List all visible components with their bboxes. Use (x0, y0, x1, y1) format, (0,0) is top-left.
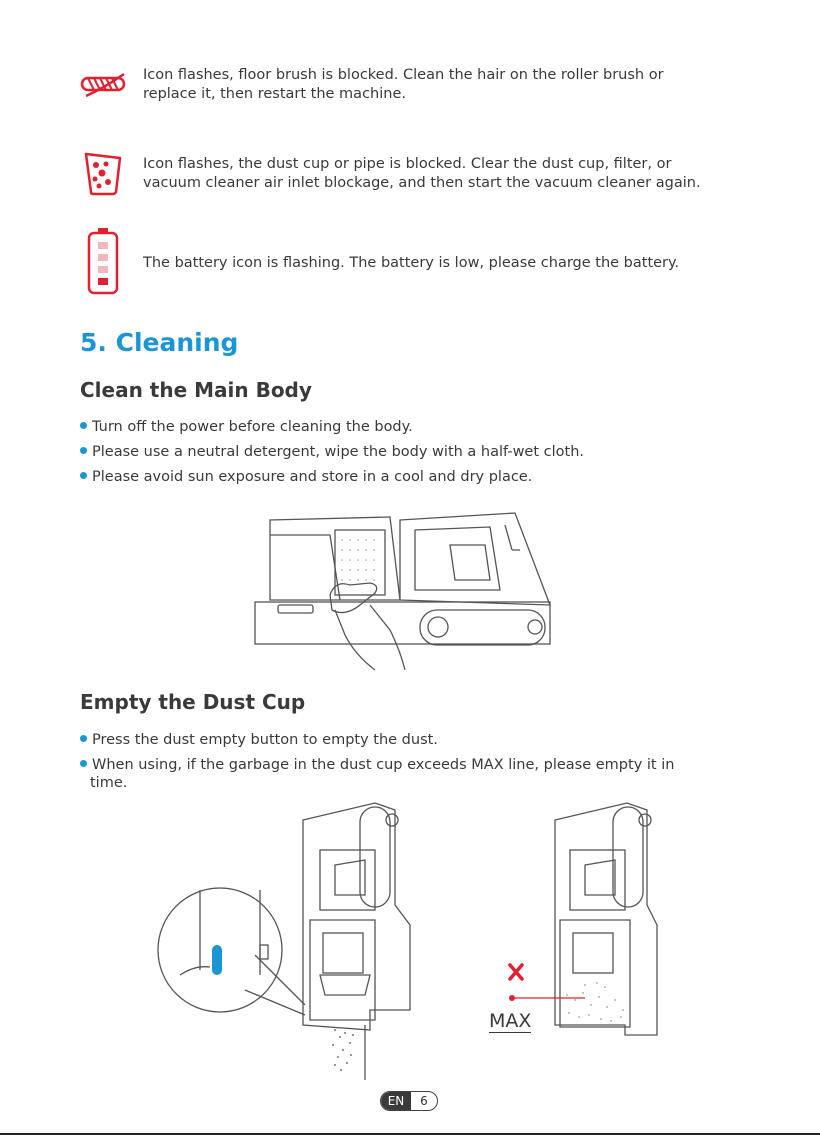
page-number: 6 (420, 1094, 428, 1108)
max-label: MAX (489, 1010, 532, 1032)
dust-cup-icon (82, 148, 124, 196)
status-text-cup-2: vacuum cleaner air inlet blockage, and then start the vacuum cleaner again. (143, 175, 701, 191)
dust-cup-bullet-1: Press the dust empty button to empty the dust. (92, 732, 438, 748)
status-text-brush-2: replace it, then restart the machine. (143, 86, 406, 102)
main-body-bullet-2: Please use a neutral detergent, wipe the body with a half-wet cloth. (92, 444, 585, 460)
dust-cup-heading: Empty the Dust Cup (80, 690, 306, 714)
main-body-bullet-3: Please avoid sun exposure and store in a cool and dry place. (92, 469, 533, 485)
empty-cup-illustration (155, 795, 415, 1080)
bullet-dot (80, 472, 87, 479)
bullet-dot (80, 422, 87, 429)
status-text-brush-1: Icon flashes, floor brush is blocked. Clean the hair on the roller brush or (143, 67, 664, 83)
section-title: 5. Cleaning (80, 328, 239, 357)
wipe-body-illustration (250, 505, 560, 675)
status-text-cup-1: Icon flashes, the dust cup or pipe is blocked. Clear the dust cup, filter, or (143, 156, 672, 172)
language-badge: EN (381, 1092, 411, 1110)
bullet-dot (80, 760, 87, 767)
dust-cup-bullet-2-cont: time. (90, 775, 128, 791)
bullet-dot (80, 447, 87, 454)
main-body-heading: Clean the Main Body (80, 378, 312, 402)
blocked-brush-icon (80, 68, 128, 100)
main-body-bullet-1: Turn off the power before cleaning the body. (92, 419, 413, 435)
dust-cup-bullet-2: When using, if the garbage in the dust cup exceeds MAX line, please empty it in (92, 757, 675, 773)
battery-low-icon (86, 226, 120, 296)
status-text-battery: The battery icon is flashing. The battery is low, please charge the battery. (143, 255, 680, 271)
page-indicator (380, 1091, 438, 1111)
bullet-dot (80, 735, 87, 742)
